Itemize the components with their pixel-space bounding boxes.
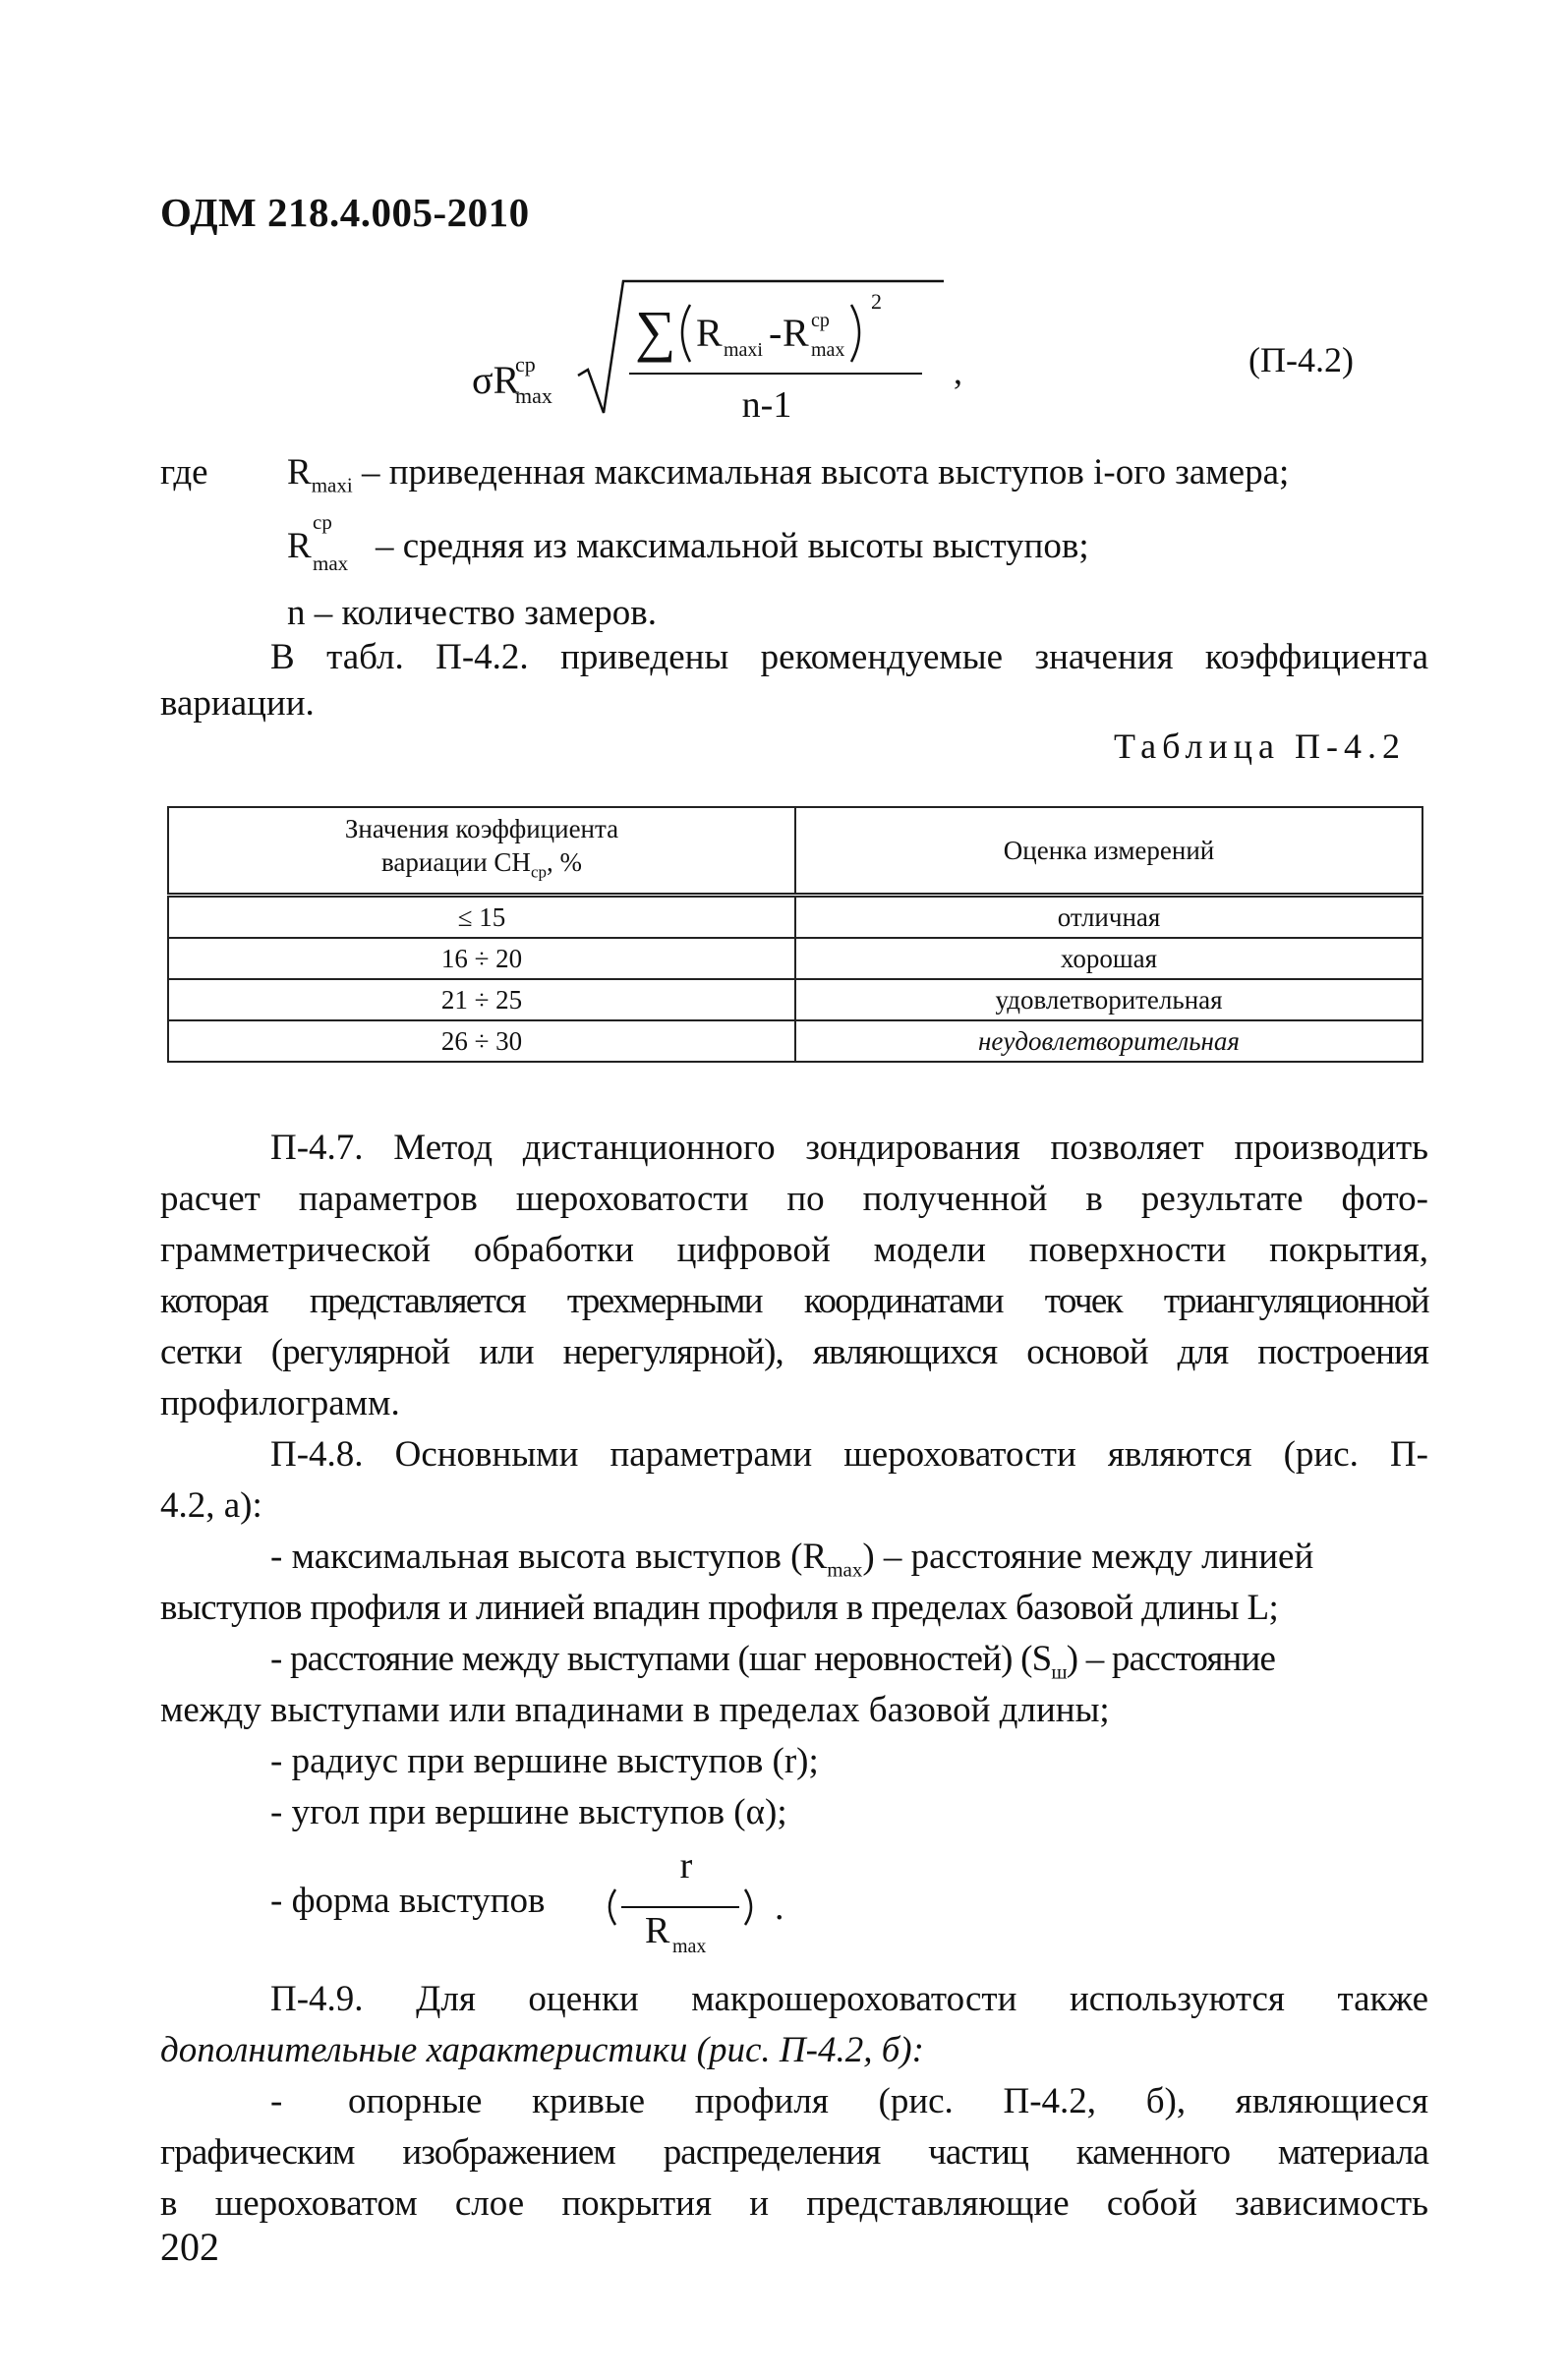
shape-fraction	[602, 1840, 818, 1958]
def2-sup: ср	[313, 510, 332, 534]
paren-left	[609, 1889, 615, 1925]
p48-line-2: 4.2, а):	[160, 1485, 262, 1526]
formula-denominator: n-1	[741, 384, 792, 426]
range-cell: ≤ 15	[168, 896, 795, 939]
p48-item-1-cont: выступов профиля и линией впадин профиля в пределах базовой длины L;	[160, 1588, 1279, 1628]
def-r: R	[287, 452, 312, 493]
col1-header: Значения коэффициента вариации $CH_{ср}$, %	[168, 807, 795, 896]
p48-item-2: - расстояние между выступами (шаг неровностей) $(S_ш)$ – расстояние	[270, 1639, 1276, 1684]
intro-line-1: В табл. П-4.2. приведены рекомендуемые значения коэффициента	[270, 637, 1428, 677]
variation-table	[167, 806, 1423, 1063]
table-row	[168, 896, 1422, 939]
rating-cell: хорошая	[795, 938, 1422, 979]
table-row	[168, 1020, 1422, 1062]
p49-line-2: дополнительные характеристики (рис. П-4.2, б):	[160, 2030, 924, 2070]
formula-p-4-2	[472, 267, 1199, 444]
def1-text: – приведенная максимальная высота выступов i-ого замера;	[361, 452, 1290, 493]
def2-text: – средняя из максимальной высоты выступов;	[375, 526, 1089, 566]
rating-cell: удовлетворительная	[795, 979, 1422, 1020]
rating-cell: отличная	[795, 896, 1422, 939]
page-number: 202	[160, 2225, 219, 2269]
p48-item-2-cont: между выступами или впадинами в пределах базовой длины;	[160, 1690, 1110, 1730]
formula-r-maxi: R	[696, 311, 723, 355]
def2-r: R ср max	[287, 510, 349, 575]
formula-lhs-sub: max	[515, 383, 552, 408]
p48-item-3: - радиус при вершине выступов (r);	[270, 1741, 819, 1781]
p48-item-4: - угол при вершине выступов (α);	[270, 1792, 787, 1832]
intro-line-2: вариации.	[160, 683, 315, 724]
p49-line-4: графическим изображением распределения частиц каменного материала	[160, 2132, 1428, 2173]
formula-graphic	[472, 267, 1199, 444]
range-cell: 26 ÷ 30	[168, 1020, 795, 1062]
open-paren-left	[682, 305, 690, 362]
p47-line-4: которая представляется трехмерными координатами точек триангуляционной	[160, 1281, 1428, 1321]
p47-line-3: грамметрической обработки цифровой модели поверхности покрытия,	[160, 1230, 1428, 1270]
formula-r-cp: R	[783, 311, 809, 355]
formula-sigma-r: σR	[472, 358, 520, 402]
formula-sub-maxi: maxi	[724, 339, 763, 361]
p47-line-1: П-4.7. Метод дистанционного зондирования позволяет производить	[270, 1128, 1428, 1168]
p47-line-5: сетки (регулярной или нерегулярной), являющихся основой для построения	[160, 1332, 1428, 1372]
p47-line-6: профилограмм.	[160, 1383, 400, 1423]
sum-sign: ∑	[635, 299, 676, 363]
formula-sup-cp: ср	[811, 310, 830, 331]
table-caption: Таблица П-4.2	[1114, 726, 1406, 766]
formula-sub-max: max	[811, 339, 845, 361]
col2-header: Оценка измерений	[795, 807, 1422, 896]
formula-minus: -	[769, 311, 783, 355]
range-cell: 16 ÷ 20	[168, 938, 795, 979]
fraction-period: .	[775, 1887, 784, 1928]
p48-line-1: П-4.8. Основными параметрами шероховатости являются (рис. П-	[270, 1434, 1428, 1475]
table-row	[168, 979, 1422, 1020]
table-header-row	[168, 807, 1422, 896]
formula-lhs-sup: ср	[515, 352, 536, 377]
definition-rmaxi	[287, 447, 1289, 510]
p49-line-3: опорные кривые профиля (рис. П-4.2, б), являющиеся	[348, 2081, 1428, 2121]
p48-item-5-label: - форма выступов	[270, 1881, 546, 1921]
fraction-numerator: r	[679, 1845, 693, 1887]
close-paren-right	[851, 305, 859, 362]
fraction-den-r: R	[645, 1910, 670, 1951]
table-row	[168, 938, 1422, 979]
def2-sub: max	[313, 551, 349, 575]
formula-number: (П-4.2)	[1248, 340, 1354, 379]
p49-line-3-dash: -	[270, 2081, 283, 2121]
p47-line-2: расчет параметров шероховатости по полученной в результате фото-	[160, 1179, 1428, 1219]
definition-rmax-cp	[287, 510, 1089, 575]
paren-right	[745, 1889, 751, 1925]
where-label: где	[160, 452, 208, 493]
document-code: ОДМ 218.4.005-2010	[160, 190, 530, 235]
p48-item-1: - максимальная высота выступов $(R_{max})$ – расстояние между линией	[270, 1537, 1314, 1582]
range-cell: 21 ÷ 25	[168, 979, 795, 1020]
rating-cell: неудовлетворительная	[795, 1020, 1422, 1062]
definition-n: n – количество замеров.	[287, 593, 657, 633]
def-sub-maxi: maxi	[311, 473, 353, 497]
formula-comma: ,	[954, 352, 962, 391]
formula-square: 2	[871, 289, 882, 314]
p49-line-1: П-4.9. Для оценки макрошероховатости используются также	[270, 1979, 1428, 2019]
fraction-den-sub: max	[672, 1936, 707, 1957]
p49-line-5: в шероховатом слое покрытия и представляющие собой зависимость	[160, 2183, 1428, 2224]
